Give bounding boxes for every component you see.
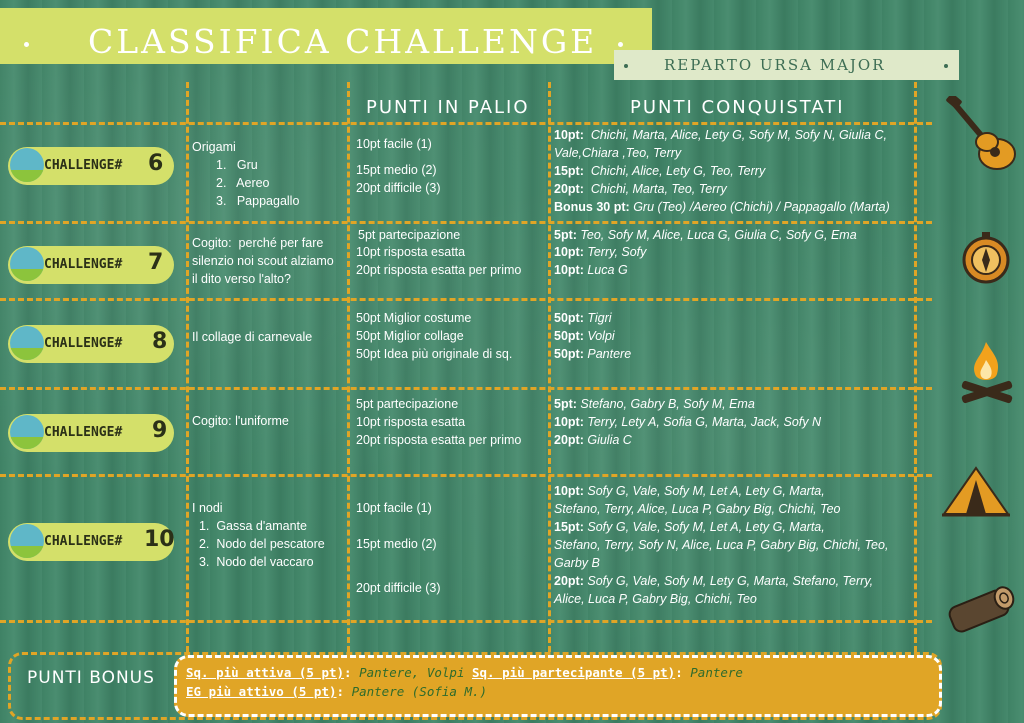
- subtitle-bullet-right: [944, 64, 948, 68]
- challenge-task: [192, 138, 236, 156]
- task-item: 1. Gassa d'amante: [192, 519, 307, 533]
- result-line: [554, 126, 887, 144]
- column-header-points-won: PUNTI CONQUISTATI: [630, 97, 845, 118]
- grid-vline: [914, 82, 917, 652]
- task-line: Cogito: perché per fare: [192, 236, 324, 250]
- scout-logo-icon: [10, 524, 44, 558]
- result-points: 15pt:: [554, 520, 584, 534]
- result-line: [554, 226, 857, 244]
- result-names: Terry, Sofy: [587, 245, 647, 259]
- scout-logo-icon: [10, 148, 44, 182]
- result-points: 10pt:: [554, 263, 584, 277]
- result-points: 50pt:: [554, 347, 584, 361]
- grid-hline: [0, 474, 932, 477]
- result-line: [554, 482, 825, 500]
- result-names: Sofy G, Vale, Sofy M, Lety G, Marta, Stefano, Terry,: [587, 574, 874, 588]
- task-line: I nodi: [192, 501, 223, 515]
- challenge-label: CHALLENGE#: [44, 158, 123, 173]
- subtitle-banner: [614, 50, 959, 80]
- result-names: Sofy G, Vale, Sofy M, Let A, Lety G, Marta,: [587, 484, 825, 498]
- grid-hline: [0, 387, 932, 390]
- prize-line: 20pt difficile (3): [356, 181, 441, 195]
- prize-line: 10pt facile (1): [356, 137, 432, 151]
- grid-hline: [0, 221, 932, 224]
- result-points: 20pt:: [554, 574, 584, 588]
- result-line: [554, 554, 600, 572]
- result-points: 10pt:: [554, 484, 584, 498]
- result-line: [554, 395, 755, 413]
- result-points: 50pt:: [554, 311, 584, 325]
- bonus-line: EG più attivo (5 pt): Pantere (Sofia M.): [186, 684, 488, 699]
- challenge-badge: [8, 325, 174, 363]
- challenge-label: CHALLENGE#: [44, 534, 123, 549]
- prize-line: 20pt risposta esatta per primo: [356, 263, 522, 277]
- result-line: [554, 198, 890, 216]
- result-points: 5pt:: [554, 228, 577, 242]
- result-names: Alice, Luca P, Gabry Big, Chichi, Teo: [554, 592, 757, 606]
- result-line: [554, 309, 612, 327]
- bonus-label: PUNTI BONUS: [27, 668, 155, 688]
- prize-line: 50pt Miglior costume: [356, 311, 472, 325]
- title-bullet-left: [24, 42, 29, 47]
- bonus-line: Sq. più attiva (5 pt): Pantere, Volpi Sq. più partecipante (5 pt): Pantere: [186, 665, 743, 680]
- title-banner: [0, 8, 652, 64]
- result-points: 5pt:: [554, 397, 577, 411]
- result-line: [554, 261, 628, 279]
- task-line: Origami: [192, 140, 236, 154]
- challenge-label: CHALLENGE#: [44, 336, 123, 351]
- task-line: Cogito: l'uniforme: [192, 414, 289, 428]
- tent-icon: [942, 466, 1010, 518]
- scout-logo-icon: [10, 326, 44, 360]
- result-names: Vale,Chiara ,Teo, Terry: [554, 146, 682, 160]
- task-item: 2. Aereo: [216, 176, 270, 190]
- result-line: [554, 518, 825, 536]
- grid-hline: [0, 298, 932, 301]
- bonus-key: EG più attivo (5 pt): [186, 684, 337, 699]
- result-names: Chichi, Alice, Lety G, Teo, Terry: [590, 164, 766, 178]
- result-points: 10pt:: [554, 245, 584, 259]
- scout-logo-icon: [10, 415, 44, 449]
- result-names: Pantere: [587, 347, 632, 361]
- challenge-label: CHALLENGE#: [44, 257, 123, 272]
- result-names: Chichi, Marta, Teo, Terry: [590, 182, 727, 196]
- grid-hline: [0, 122, 932, 125]
- result-points: 10pt:: [554, 415, 584, 429]
- result-names: Sofy G, Vale, Sofy M, Let A, Lety G, Marta,: [587, 520, 825, 534]
- result-names: Stefano, Terry, Sofy N, Alice, Luca P, Gabry Big, Chichi, Teo,: [554, 538, 889, 552]
- prize-line: 20pt risposta esatta per primo: [356, 433, 522, 447]
- result-line: [554, 431, 632, 449]
- guitar-icon: [945, 96, 1017, 178]
- task-line: il dito verso l'alto?: [192, 272, 291, 286]
- bonus-value: Pantere (Sofia M.): [351, 684, 488, 699]
- result-names: Terry, Lety A, Sofia G, Marta, Jack, Sofy N: [587, 415, 822, 429]
- scout-logo-icon: [10, 247, 44, 281]
- result-points: 20pt:: [554, 433, 584, 447]
- challenge-number: 8: [152, 329, 168, 354]
- title-bullet-right: [618, 42, 623, 47]
- prize-line: 50pt Miglior collage: [356, 329, 464, 343]
- result-names: Stefano, Gabry B, Sofy M, Ema: [580, 397, 755, 411]
- challenge-badge: [8, 414, 174, 452]
- result-names: Garby B: [554, 556, 600, 570]
- result-points: 15pt:: [554, 164, 584, 178]
- result-line: [554, 536, 888, 554]
- result-line: [554, 590, 757, 608]
- prize-line: 5pt partecipazione: [358, 228, 461, 242]
- page-title: CLASSIFICA CHALLENGE: [88, 22, 598, 61]
- result-line: [554, 144, 681, 162]
- result-names: Teo, Sofy M, Alice, Luca G, Giulia C, Sofy G, Ema: [580, 228, 857, 242]
- prize-line: 20pt difficile (3): [356, 581, 441, 595]
- result-line: [554, 243, 646, 261]
- bonus-value: Pantere, Volpi: [359, 665, 465, 680]
- result-names: Giulia C: [587, 433, 632, 447]
- prize-line: 10pt risposta esatta: [356, 415, 466, 429]
- result-names: Chichi, Marta, Alice, Lety G, Sofy M, Sofy N, Giulia C,: [590, 128, 887, 142]
- challenge-badge: [8, 246, 174, 284]
- result-line: [554, 500, 841, 518]
- result-points: 10pt:: [554, 128, 584, 142]
- result-names: Volpi: [587, 329, 615, 343]
- prize-line: 15pt medio (2): [356, 537, 437, 551]
- result-names: Gru (Teo) /Aereo (Chichi) / Pappagallo (Marta): [633, 200, 890, 214]
- result-points: 50pt:: [554, 329, 584, 343]
- bonus-key: Sq. più partecipante (5 pt): [472, 665, 676, 680]
- campfire-icon: [955, 336, 1017, 408]
- grid-hline: [0, 620, 932, 623]
- compass-icon: [962, 232, 1010, 284]
- result-line: [554, 345, 631, 363]
- prize-line: 5pt partecipazione: [356, 397, 459, 411]
- grid-vline: [548, 82, 551, 652]
- grid-vline: [347, 82, 350, 652]
- prize-line: 10pt risposta esatta: [356, 245, 466, 259]
- prize-line: 10pt facile (1): [356, 501, 432, 515]
- task-line: silenzio noi scout alziamo: [192, 254, 334, 268]
- challenge-badge: [8, 523, 174, 561]
- result-line: [554, 572, 873, 590]
- result-names: Tigri: [587, 311, 612, 325]
- challenge-number: 10: [144, 527, 175, 552]
- task-line: Il collage di carnevale: [192, 330, 313, 344]
- result-points: Bonus 30 pt:: [554, 200, 630, 214]
- result-line: [554, 413, 821, 431]
- bonus-value: Pantere: [690, 665, 743, 680]
- column-header-points-available: PUNTI IN PALIO: [366, 97, 530, 118]
- challenge-number: 7: [148, 250, 164, 275]
- prize-line: 15pt medio (2): [356, 163, 437, 177]
- task-item: 1. Gru: [216, 158, 258, 172]
- bonus-key: Sq. più attiva (5 pt): [186, 665, 345, 680]
- prize-line: 50pt Idea più originale di sq.: [356, 347, 513, 361]
- grid-vline: [186, 82, 189, 652]
- challenge-badge: [8, 147, 174, 185]
- result-line: [554, 327, 615, 345]
- page-subtitle: REPARTO URSA MAJOR: [664, 56, 886, 74]
- task-item: 3. Nodo del vaccaro: [192, 555, 314, 569]
- result-points: 20pt:: [554, 182, 584, 196]
- task-item: 2. Nodo del pescatore: [192, 537, 325, 551]
- result-line: [554, 180, 727, 198]
- task-item: 3. Pappagallo: [216, 194, 300, 208]
- challenge-label: CHALLENGE#: [44, 425, 123, 440]
- result-names: Luca G: [587, 263, 628, 277]
- result-line: [554, 162, 765, 180]
- challenge-number: 6: [148, 151, 164, 176]
- log-icon: [942, 582, 1016, 638]
- subtitle-bullet-left: [624, 64, 628, 68]
- challenge-number: 9: [152, 418, 168, 443]
- result-names: Stefano, Terry, Alice, Luca P, Gabry Big, Chichi, Teo: [554, 502, 841, 516]
